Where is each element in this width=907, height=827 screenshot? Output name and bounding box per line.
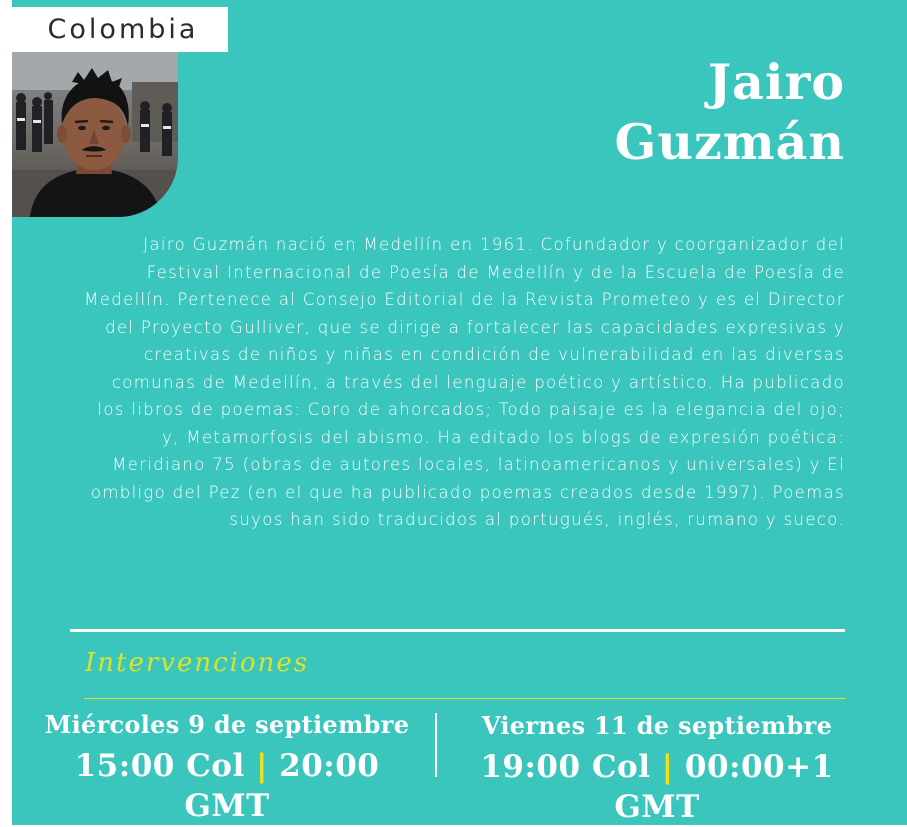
session-times: [37, 746, 417, 826]
divider: [70, 629, 845, 632]
last-name: Guzmán: [614, 113, 845, 171]
session-divider: [435, 713, 437, 777]
session-date: Viernes 11 de septiembre: [481, 711, 833, 740]
gmt-time: 20:00 GMT: [184, 748, 380, 824]
session-date: Miércoles 9 de septiembre: [44, 710, 410, 739]
session-times: [447, 747, 867, 827]
biography: Jairo Guzmán nació en Medellín en 1961. Cofundador y coorganizador del Festival Internacional de Poesía de Medellín y de la Escuela de Poesía de Medellín. Pertenece al Consejo Editorial de la Revista Prometeo y es el Director del Proyecto Gulliver, que se dirige a fortalecer las capacidades expresivas y creativas de niños y niñas en condición de vulnerabilidad en las diversas comunas de Medellín, a través del lenguaje poético y artístico. Ha publicado los libros de poemas: Coro de ahorcados; Todo paisaje es la elegancia del ojo; y, Metamorfosis del abismo. Ha editado los blogs de expresión poética: Meridiano 75 (obras de autores locales, latinoamericanos y universales) y El ombligo del Pez (en el que ha publicado poemas creados desde 1997). Poemas suyos han sido traducidos al portugués, inglés, rumano y sueco.: [84, 235, 845, 529]
gmt-time: 00:00+1 GMT: [614, 749, 834, 825]
first-name: Jairo: [707, 53, 845, 111]
local-time: 19:00 Col: [480, 749, 651, 785]
interventions-divider: [84, 698, 845, 699]
portrait-photo: [12, 52, 178, 217]
interventions-title: Intervenciones: [85, 648, 310, 678]
session-2: [447, 711, 867, 827]
country-label: Colombia: [12, 7, 228, 52]
local-time: 15:00 Col: [74, 748, 245, 784]
session-1: [37, 710, 417, 826]
time-separator: |: [256, 748, 268, 784]
speaker-name: [614, 52, 845, 172]
time-separator: |: [661, 749, 674, 785]
